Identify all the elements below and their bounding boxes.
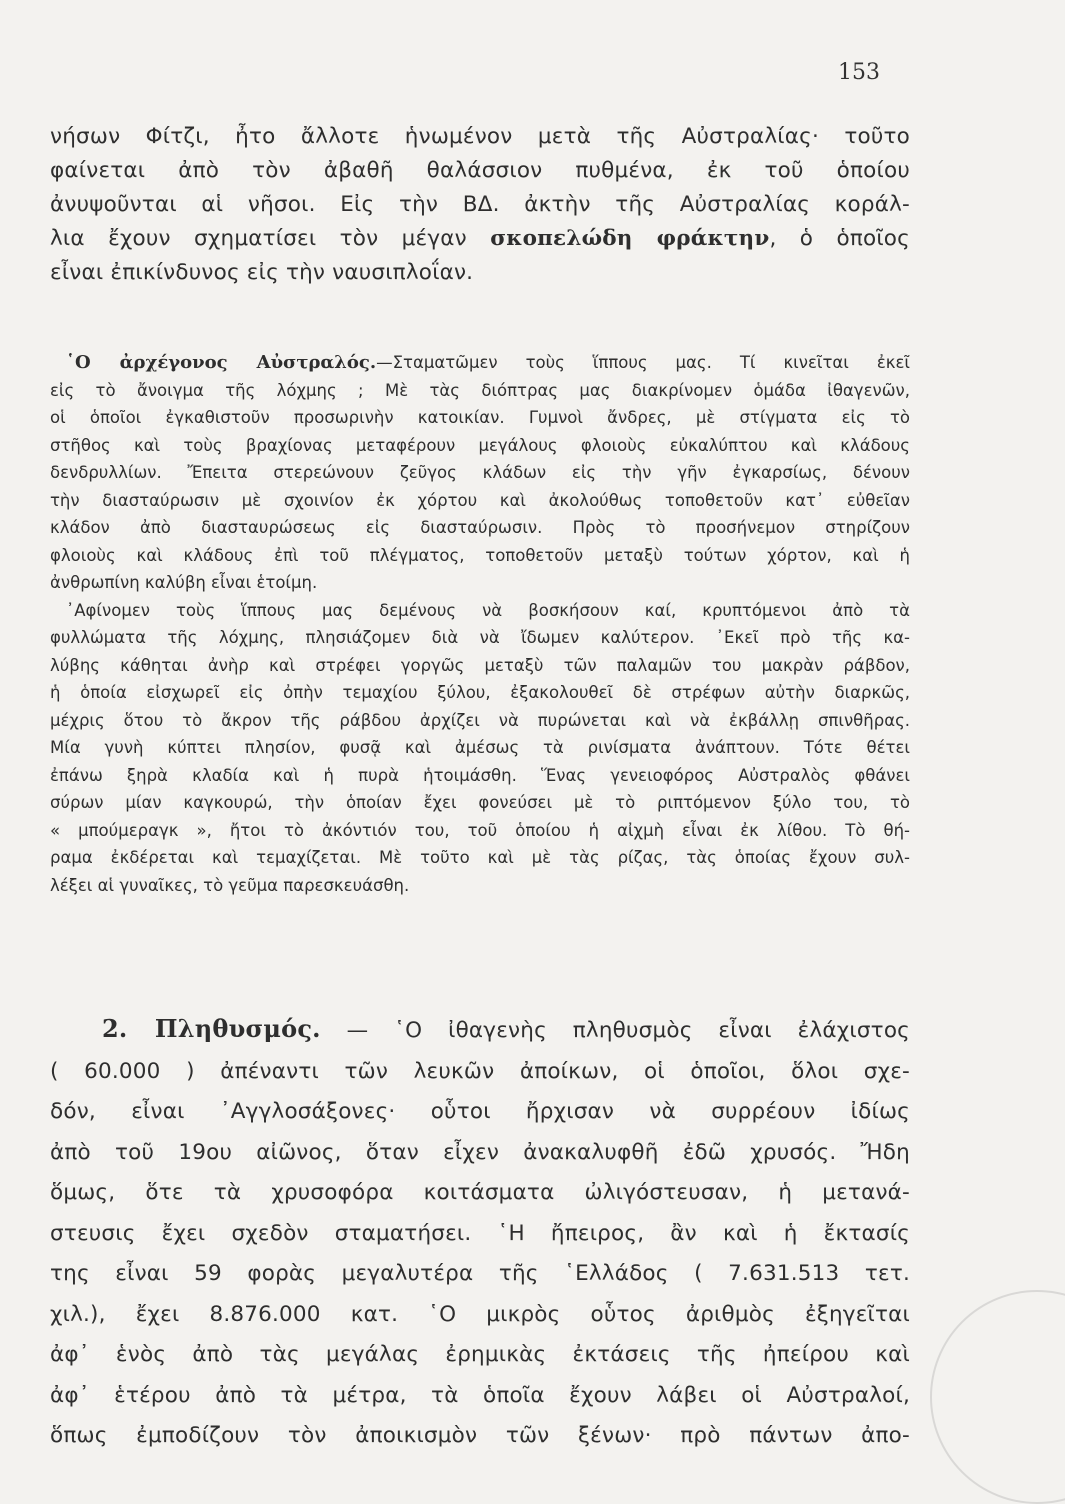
aborigines-section bbox=[50, 349, 910, 899]
text-line: ὅπως ἐμποδίζουν τὸν ἀποικισμὸν τῶν ξένων· πρὸ πάντων ἀπο- bbox=[50, 1423, 910, 1448]
text-line: φλοιοὺς καὶ κλάδους ἐπὶ τοῦ πλέγματος, τοποθετοῦν μεταξὺ τούτων χόρτον, καὶ ἡ bbox=[50, 545, 910, 565]
text-line: οἱ ὁποῖοι ἐγκαθιστοῦν προσωρινὴν κατοικίαν. Γυμνοὶ ἄνδρες, μὲ στίγματα εἰς τὸ bbox=[50, 408, 910, 427]
population-section bbox=[50, 1009, 910, 1457]
text-line: χιλ.), ἔχει 8.876.000 κατ. ῾Ο μικρὸς οὗτος ἀριθμὸς ἐξηγεῖται bbox=[50, 1301, 910, 1327]
text-line bbox=[50, 349, 910, 377]
text-line: Μία γυνὴ κύπτει πλησίον, φυσᾷ καὶ ἀμέσως τὰ ρινίσματα ἀνάπτουν. Τότε θέτει bbox=[50, 738, 910, 757]
text-line: κλάδον ἀπὸ διασταυρώσεως εἰς διασταύρωσιν. Πρὸς τὸ προσήνεμον στηρίζουν bbox=[50, 518, 910, 537]
text-line: φυλλώματα τῆς λόχμης, πλησιάζομεν διὰ νὰ ἴδωμεν καλύτερον. ᾿Εκεῖ πρὸ τῆς κα- bbox=[50, 628, 910, 647]
text-line: νήσων Φίτζι, ἦτο ἄλλοτε ἡνωμένον μετὰ τῆς Αὐστραλίας· τοῦτο bbox=[50, 124, 910, 149]
text-segment: , ὁ ὁποῖος bbox=[769, 226, 910, 251]
text-line: δόν, εἶναι ᾿Αγγλοσάξονες· οὗτοι ἤρχισαν νὰ συρρέουν ἰδίως bbox=[50, 1099, 910, 1124]
emphasized-term: σκοπελώδη φράκτην bbox=[490, 226, 770, 251]
text-line: ἀπὸ τοῦ 19ου αἰῶνος, ὅταν εἶχεν ἀνακαλυφθῆ ἐδῶ χρυσός. Ἤδη bbox=[50, 1139, 910, 1165]
text-line: ἀφ᾿ ἑνὸς ἀπὸ τὰς μεγάλας ἐρημικὰς ἐκτάσεις τῆς ἠπείρου καὶ bbox=[50, 1342, 910, 1367]
text-line: της εἶναι 59 φορὰς μεγαλυτέρα τῆς ῾Ελλάδος ( 7.631.513 τετ. bbox=[50, 1261, 910, 1286]
text-line: ραμα ἐκδέρεται καὶ τεμαχίζεται. Μὲ τοῦτο καὶ μὲ τὰς ρίζας, τὰς ὁποίας ἔχουν συλ- bbox=[50, 848, 910, 867]
text-segment: — ῾Ο ἰθαγενὴς πληθυσμὸς εἶναι ἐλάχιστος bbox=[320, 1018, 910, 1043]
text-segment: λια ἔχουν σχηματίσει τὸν μέγαν bbox=[50, 226, 491, 251]
text-line: στῆθος καὶ τοὺς βραχίονας μεταφέρουν μεγάλους φλοιοὺς εὐκαλύπτου καὶ κλάδους bbox=[50, 435, 910, 455]
text-line: ἀφ᾿ ἑτέρου ἀπὸ τὰ μέτρα, τὰ ὁποῖα ἔχουν λάβει οἱ Αὐστραλοί, bbox=[50, 1382, 910, 1408]
text-line: λέξει αἱ γυναῖκες, τὸ γεῦμα παρεσκευάσθη. bbox=[50, 875, 410, 895]
text-line: τὴν διασταύρωσιν μὲ σχοινίον ἐκ χόρτου καὶ ἀκολούθως τοποθετοῦν κατ᾿ εὐθεῖαν bbox=[50, 490, 910, 510]
text-line: ἀνθρωπίνη καλύβη εἶναι ἑτοίμη. bbox=[50, 573, 318, 592]
intro-paragraph bbox=[50, 120, 910, 290]
text-line: ἐπάνω ξηρὰ κλαδία καὶ ἡ πυρὰ ἡτοιμάσθη. Ἕνας γενειοφόρος Αὐστραλὸς φθάνει bbox=[50, 765, 910, 785]
text-line: « μπούμεραγκ », ἤτοι τὸ ἀκόντιόν του, τοῦ ὁποίου ἡ αἰχμὴ εἶναι ἐκ λίθου. Τὸ θή- bbox=[50, 820, 910, 840]
text-line bbox=[50, 222, 910, 256]
text-line: ᾿Αφίνομεν τοὺς ἵππους μας δεμένους νὰ βοσκήσουν καί, κρυπτόμενοι ἀπὸ τὰ bbox=[66, 600, 910, 620]
text-line: λύβης κάθηται ἀνὴρ καὶ στρέφει γοργῶς μεταξὺ τῶν παλαμῶν του μακρὰν ράβδον, bbox=[50, 655, 910, 675]
section-heading: 2. Πληθυσμός. bbox=[102, 1014, 321, 1043]
text-line: εἶναι ἐπικίνδυνος εἰς τὴν ναυσιπλοΐαν. bbox=[50, 260, 474, 285]
text-line: ἡ ὁποία εἰσχωρεῖ εἰς ὀπὴν τεμαχίου ξύλου, ἐξακολουθεῖ δὲ στρέφων αὐτὴν διαρκῶς, bbox=[50, 683, 910, 702]
text-line: εἰς τὸ ἄνοιγμα τῆς λόχμης ; Μὲ τὰς διόπτρας μας διακρίνομεν ὁμάδα ἰθαγενῶν, bbox=[50, 380, 910, 400]
text-line: δενδρυλλίων. Ἔπειτα στερεώνουν ζεῦγος κλάδων εἰς τὴν γῆν ἐγκαρσίως, δένουν bbox=[50, 463, 910, 482]
text-line bbox=[50, 1009, 910, 1052]
text-line: σύρων μίαν καγκουρώ, τὴν ὁποίαν ἔχει φονεύσει μὲ τὸ ριπτόμενον ξύλο του, τὸ bbox=[50, 793, 910, 812]
text-line: φαίνεται ἀπὸ τὸν ἀβαθῆ θαλάσσιον πυθμένα, ἐκ τοῦ ὁποίου bbox=[50, 158, 910, 183]
text-line: μέχρις ὅτου τὸ ἄκρον τῆς ράβδου ἀρχίζει νὰ πυρώνεται καὶ νὰ ἐκβάλλῃ σπινθῆρας. bbox=[50, 710, 910, 730]
page-number: 153 bbox=[838, 60, 880, 85]
text-line: στευσις ἔχει σχεδὸν σταματήσει. ῾Η ἤπειρος, ἂν καὶ ἡ ἔκτασίς bbox=[50, 1220, 910, 1246]
library-stamp-mark bbox=[930, 1290, 1065, 1504]
section-heading: ῾Ο ἀρχέγονος Αὐστραλός. bbox=[66, 352, 377, 373]
text-line: ὅμως, ὅτε τὰ χρυσοφόρα κοιτάσματα ὠλιγόστευσαν, ἡ μετανά- bbox=[50, 1180, 910, 1205]
text-segment: —Σταματῶμεν τοὺς ἵππους μας. Τί κινεῖται ἐκεῖ bbox=[376, 353, 910, 372]
text-line: ἀνυψοῦνται αἱ νῆσοι. Εἰς τὴν ΒΔ. ἀκτὴν τῆς Αὐστραλίας κοράλ- bbox=[50, 192, 910, 217]
text-line: ( 60.000 ) ἀπέναντι τῶν λευκῶν ἀποίκων, οἱ ὁποῖοι, ὅλοι σχε- bbox=[50, 1058, 910, 1084]
